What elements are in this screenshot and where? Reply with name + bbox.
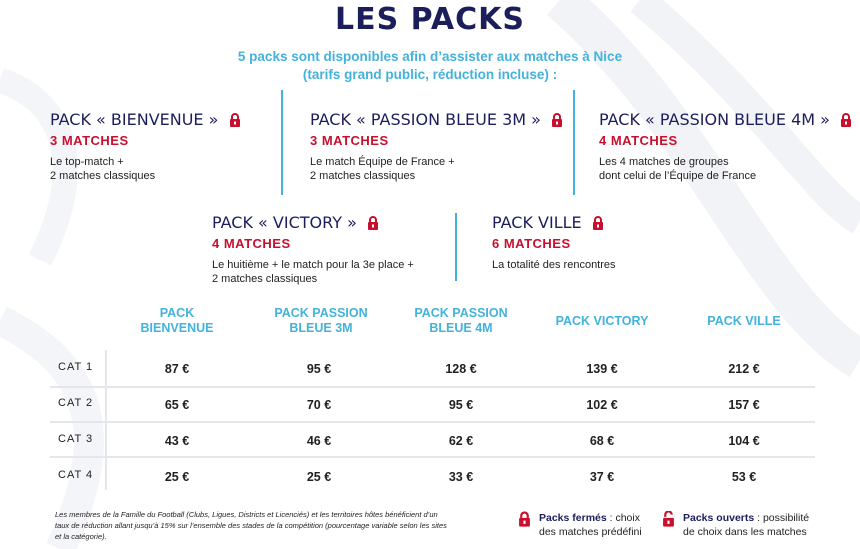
pack-desc-line-1: Le huitième + le match pour la 3e place + (212, 259, 414, 271)
footnote: Les membres de la Famille du Football (Clubs, Ligues, Districts et Licenciés) et les territoires hôtes bénéficient d’un taux de réduction allant jusqu’à 15% sur l’ensemble des stades de la compétition (pourcentage variable selon les sites et la catégorie). (55, 510, 447, 541)
price-cell: 43 € (164, 434, 190, 448)
price-cell: 95 € (306, 362, 332, 376)
pack-name: PACK « BIENVENUE » (50, 110, 219, 129)
pack-desc-line-2: 2 matches classiques (212, 273, 318, 285)
pack-name: PACK « VICTORY » (212, 213, 357, 232)
pack-desc-line-1: La totalité des rencontres (492, 259, 616, 271)
pack-name: PACK VILLE (492, 213, 582, 232)
lock-closed-icon (367, 215, 379, 235)
price-cell: 46 € (306, 434, 332, 448)
lock-closed-icon (551, 112, 563, 132)
divider (573, 90, 575, 195)
price-cell: 95 € (448, 398, 474, 412)
subtitle-line-1: 5 packs sont disponibles afin d’assister aux matches à Nice (237, 49, 623, 64)
page-title: LES PACKS (335, 2, 525, 37)
price-cell: 87 € (164, 362, 190, 376)
price-cell: 139 € (586, 362, 618, 376)
column-header: PACK VILLE (707, 314, 781, 328)
table-divider (105, 350, 107, 490)
lock-open-icon (662, 511, 675, 531)
pack-desc-line-2: 2 matches classiques (50, 170, 156, 182)
divider (281, 90, 283, 195)
price-cell: 104 € (728, 434, 760, 448)
pack-desc-line-2: dont celui de l’Équipe de France (599, 170, 757, 182)
column-header: PACK PASSION BLEUE 3M (274, 306, 368, 335)
lock-closed-icon (229, 112, 241, 132)
pack-desc-line-1: Le top-match + (50, 156, 124, 168)
legend-open: Packs ouverts : possibilité de choix dans les matches (662, 511, 809, 539)
row-label: CAT 3 (58, 433, 94, 445)
lock-closed-icon (840, 112, 852, 132)
pack-desc-line-2: 2 matches classiques (310, 170, 416, 182)
table-divider (50, 456, 815, 458)
legend-title: Packs fermés (539, 512, 607, 524)
price-cell: 70 € (306, 398, 332, 412)
price-cell: 157 € (728, 398, 760, 412)
price-cell: 128 € (445, 362, 477, 376)
column-header: PACK PASSION BLEUE 4M (414, 306, 508, 335)
price-cell: 62 € (448, 434, 474, 448)
pack-passion-bleue-4m (599, 110, 852, 183)
row-label: CAT 2 (58, 397, 94, 409)
price-cell: 65 € (164, 398, 190, 412)
table-divider (50, 421, 815, 423)
pack-bienvenue (50, 110, 241, 183)
price-cell: 25 € (306, 470, 332, 484)
price-cell: 53 € (731, 470, 757, 484)
pack-desc-line-1: Les 4 matches de groupes (599, 156, 729, 168)
legend-title: Packs ouverts (683, 512, 755, 524)
subtitle-line-2: (tarifs grand public, réduction incluse) : (302, 67, 558, 82)
table-divider (50, 386, 815, 388)
pack-name: PACK « PASSION BLEUE 4M » (599, 110, 830, 129)
pack-desc-line-1: Le match Équipe de France + (310, 156, 455, 168)
pack-count: 4 MATCHES (599, 133, 678, 148)
pack-victory (212, 213, 414, 286)
divider (455, 213, 457, 281)
column-header: PACK VICTORY (555, 314, 649, 328)
price-cell: 33 € (448, 470, 474, 484)
subtitle (0, 48, 860, 84)
pack-passion-bleue-3m (310, 110, 563, 183)
price-cell: 25 € (164, 470, 190, 484)
price-cell: 102 € (586, 398, 618, 412)
lock-closed-icon (592, 215, 604, 235)
column-header: PACK BIENVENUE (140, 306, 214, 335)
pack-count: 6 MATCHES (492, 236, 571, 251)
pack-count: 3 MATCHES (310, 133, 389, 148)
price-cell: 37 € (589, 470, 615, 484)
price-cell: 212 € (728, 362, 760, 376)
lock-closed-icon (518, 511, 531, 531)
pack-name: PACK « PASSION BLEUE 3M » (310, 110, 541, 129)
row-label: CAT 4 (58, 469, 94, 481)
pack-count: 4 MATCHES (212, 236, 291, 251)
pack-ville (492, 213, 616, 272)
legend-closed: Packs fermés : choix des matches prédéfini (518, 511, 642, 539)
price-cell: 68 € (589, 434, 615, 448)
row-label: CAT 1 (58, 361, 94, 373)
pack-count: 3 MATCHES (50, 133, 129, 148)
